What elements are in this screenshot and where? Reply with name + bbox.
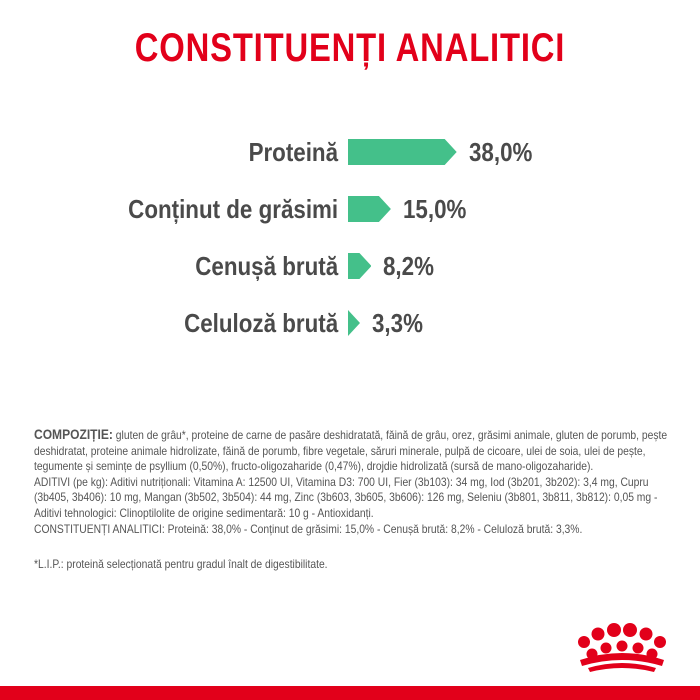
chart-bar (348, 310, 360, 336)
chart-bar-shape (348, 196, 391, 222)
chart-row (0, 305, 700, 341)
chart-bar (348, 253, 371, 279)
chart-category-label: Conținut de grăsimi (128, 194, 338, 224)
chart-value-label: 3,3% (372, 308, 423, 338)
chart-bar (348, 196, 391, 222)
chart-category-label: Celuloză brută (183, 308, 338, 338)
chart-value-label: 38,0% (468, 137, 533, 167)
composition-analytical: CONSTITUENȚI ANALITICI: Proteină: 38,0% - Conținut de grăsimi: 15,0% - Cenușă brută: 8,2% - Celuloză brută: 3,3%. (34, 521, 583, 536)
chart-value-label: 8,2% (383, 251, 435, 281)
composition-section (34, 427, 674, 573)
chart-bar-shape (348, 253, 371, 279)
chart-row (0, 191, 700, 227)
composition-additives: ADITIVI (pe kg): Aditivi nutriționali: Vitamina A: 12500 UI, Vitamina D3: 700 UI, Fier (3b103): 34 mg, Iod (3b201, 3b202): 3,4 mg, Cupru (3b405, 3b406): 10 mg, Mangan (3b502, 3b504): 44 mg, Zinc (3b603, 3b605, 3b606): 126 mg, Seleniu (3b801, 3b811, 3b812): 0,05 mg - Aditivi tehnologici: Clinoptilolite de origine sedimentară: 10 g - Antioxidanți. (34, 474, 658, 520)
royal-canin-crown-icon (570, 616, 670, 676)
chart-row (0, 248, 700, 284)
composition-heading: COMPOZIȚIE: (34, 426, 113, 442)
composition-note: *L.I.P.: proteină selecționată pentru gradul înalt de digestibilitate. (34, 557, 328, 572)
composition-paragraph (34, 427, 674, 475)
chart-bar-shape (348, 310, 360, 336)
bottom-red-band (0, 686, 700, 700)
composition-ingredients: gluten de grâu*, proteine de carne de pasăre deshidratată, făină de grâu, orez, grăsimi animale, gluten de porumb, pește deshidratat, proteine animale hidrolizate, făină de porumb, fibre vegetale, săruri minerale, pulpă de cicoare, ulei de soia, ulei de pește, tegumente și semințe de psyllium (0,50%), fructo-oligozaharide (0,47%), drojdie hidrolizată (sursă de mano-oligozaharide). (34, 428, 668, 474)
chart-bar (348, 139, 457, 165)
chart-bar-shape (348, 139, 457, 165)
chart-row (0, 134, 700, 170)
chart-category-label: Cenușă brută (195, 251, 338, 281)
chart-category-label: Proteină (248, 137, 338, 167)
page-title: CONSTITUENȚI ANALITICI (134, 26, 566, 70)
chart-value-label: 15,0% (402, 194, 467, 224)
